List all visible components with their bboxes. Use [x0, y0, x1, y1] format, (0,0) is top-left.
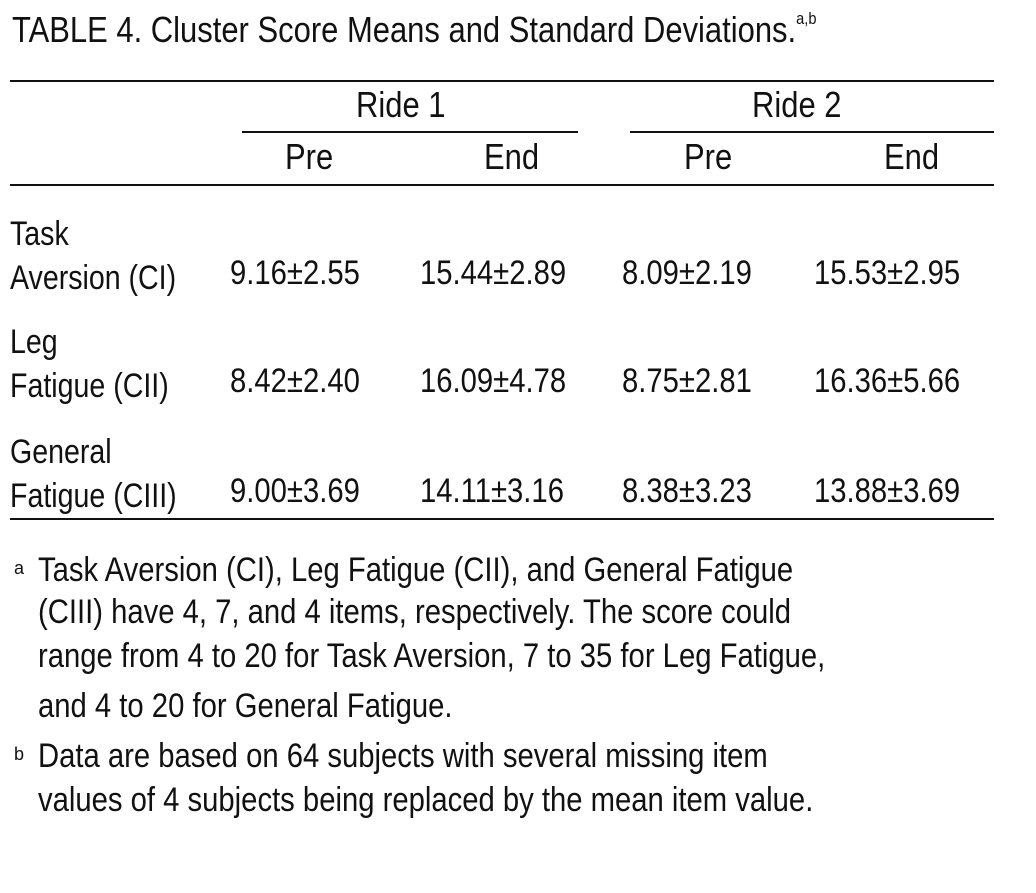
table-title-footnote-marks: a,b [796, 9, 817, 28]
subheader-ride1-end: End [484, 136, 540, 177]
table-header-rule [10, 184, 994, 186]
cell-leg-ride2-end: 16.36±5.66 [814, 362, 961, 400]
cell-general-ride1-pre: 9.00±3.69 [230, 472, 360, 510]
cell-leg-ride2-pre: 8.75±2.81 [622, 362, 752, 400]
row-label-line: Fatigue (CII) [10, 367, 169, 405]
row-label-line: Fatigue (CIII) [10, 477, 177, 515]
cell-leg-ride1-end: 16.09±4.78 [420, 362, 567, 400]
row-label-general-fatigue [10, 430, 177, 518]
cell-task-ride2-end: 15.53±2.95 [814, 254, 961, 292]
table-bottom-rule [10, 518, 994, 520]
row-label-line: Leg [10, 323, 58, 361]
footnote-line: Task Aversion (CI), Leg Fatigue (CII), and General Fatigue [38, 551, 794, 589]
table-top-rule [10, 80, 994, 82]
cell-general-ride2-end: 13.88±3.69 [814, 472, 961, 510]
cell-task-ride1-pre: 9.16±2.55 [230, 254, 360, 292]
subheader-ride2-pre: Pre [684, 136, 733, 177]
footnote-line: (CIII) have 4, 7, and 4 items, respectively. The score could [38, 593, 792, 631]
footnote-line: range from 4 to 20 for Task Aversion, 7 to 35 for Leg Fatigue, [38, 637, 826, 675]
table-title-text: TABLE 4. Cluster Score Means and Standard Deviations. [12, 9, 797, 50]
group-header-ride-1: Ride 1 [356, 84, 446, 125]
cell-leg-ride1-pre: 8.42±2.40 [230, 362, 360, 400]
row-label-task-aversion [10, 212, 176, 300]
subheader-ride2-end: End [884, 136, 940, 177]
footnote-line: and 4 to 20 for General Fatigue. [38, 687, 453, 725]
row-label-leg-fatigue [10, 320, 169, 408]
row-label-line: Task [10, 215, 69, 253]
footnote-b-mark: b [14, 744, 25, 764]
cell-general-ride2-pre: 8.38±3.23 [622, 472, 752, 510]
cell-task-ride2-pre: 8.09±2.19 [622, 254, 752, 292]
row-label-line: Aversion (CI) [10, 259, 177, 297]
footnote-line: Data are based on 64 subjects with several missing item [38, 737, 768, 775]
group-rule-ride-1 [242, 131, 578, 133]
subheader-ride1-pre: Pre [285, 136, 334, 177]
cell-general-ride1-end: 14.11±3.16 [420, 472, 564, 510]
cell-task-ride1-end: 15.44±2.89 [420, 254, 567, 292]
footnote-a-mark: a [14, 558, 25, 578]
group-header-ride-2: Ride 2 [752, 84, 842, 125]
group-rule-ride-2 [630, 131, 994, 133]
table-title [12, 9, 816, 51]
footnote-line: values of 4 subjects being replaced by the mean item value. [38, 781, 814, 819]
row-label-line: General [10, 433, 112, 471]
